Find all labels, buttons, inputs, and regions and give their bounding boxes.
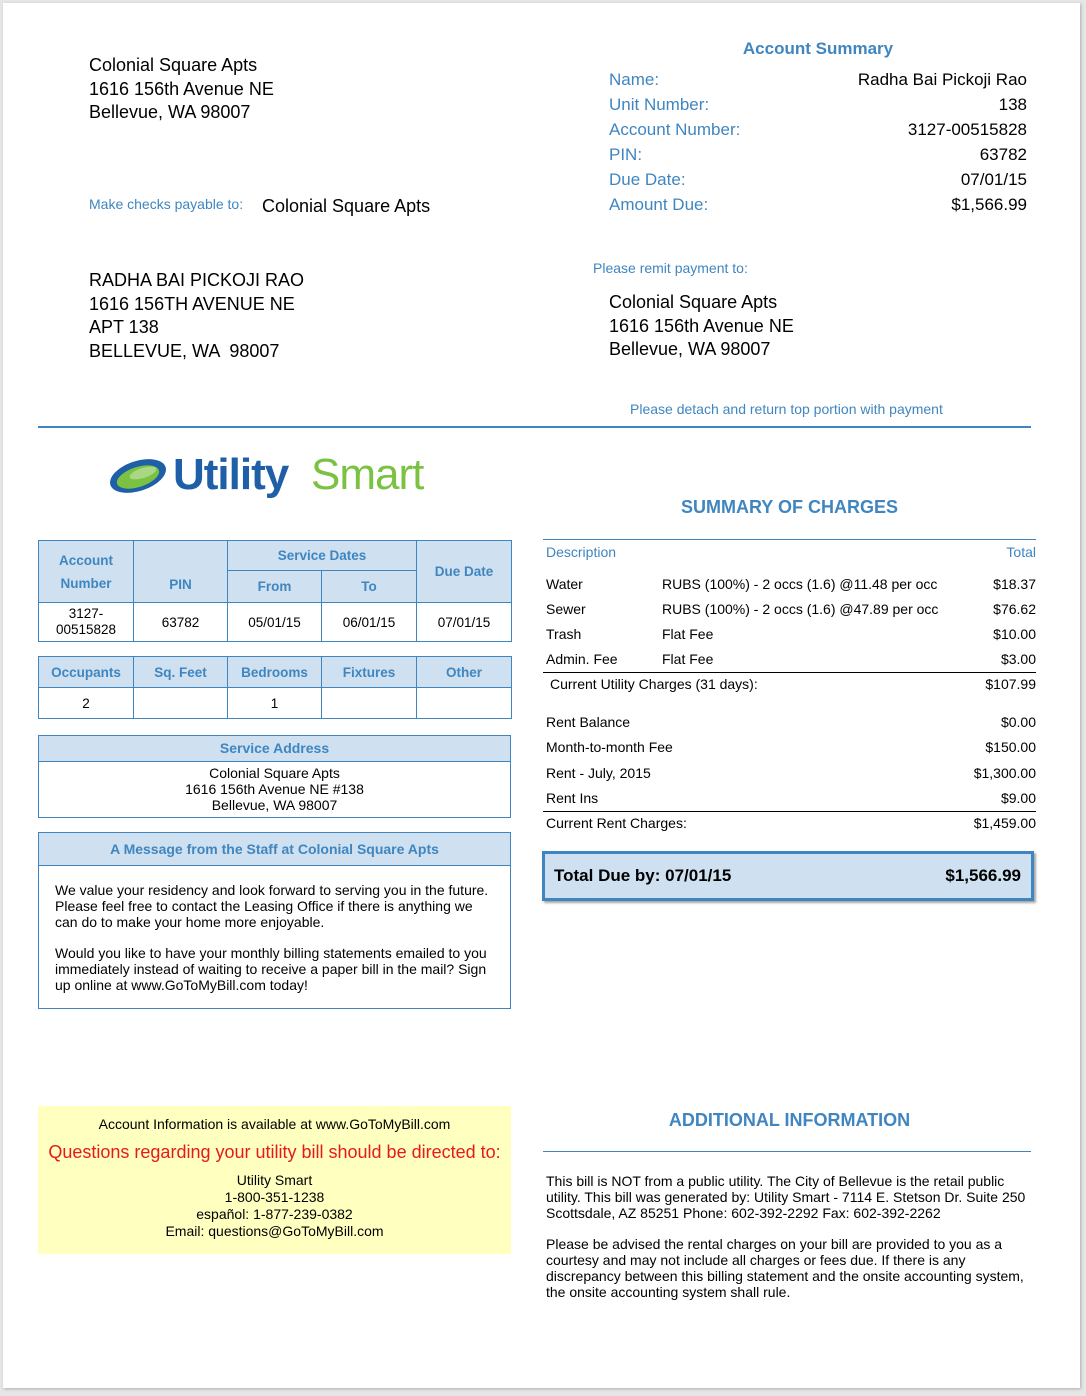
service-address-line1: Colonial Square Apts <box>209 765 340 781</box>
header-occupants: Occupants <box>39 657 134 688</box>
charge-name: Admin. Fee <box>546 651 618 667</box>
summary-row-amount <box>609 195 1027 220</box>
remit-line3: Bellevue, WA 98007 <box>609 339 771 359</box>
header-to: To <box>322 571 417 603</box>
cell-from: 05/01/15 <box>228 603 322 642</box>
rent-amount: $9.00 <box>1000 790 1036 806</box>
summary-value: 3127-00515828 <box>907 120 1027 139</box>
sender-name: Colonial Square Apts <box>89 55 258 75</box>
message-para2: Would you like to have your monthly billing statements emailed to you immediately instead of waiting to receive a paper bill in the mail? Sign up online at www.GoToMyBill.com today! <box>55 945 487 993</box>
cell-account-number: 3127-00515828 <box>39 603 134 642</box>
cell-pin: 63782 <box>134 603 228 642</box>
remit-line2: 1616 156th Avenue NE <box>609 315 794 336</box>
charge-detail: RUBS (100%) - 2 occs (1.6) @11.48 per occ <box>662 576 938 592</box>
cell-sq-feet <box>134 688 228 719</box>
header-pin: PIN <box>134 541 228 603</box>
header-sq-feet: Sq. Feet <box>134 657 228 688</box>
contact-details <box>38 1172 511 1240</box>
recipient-line4: BELLEVUE, WA 98007 <box>89 340 280 361</box>
header-due-date: Due Date <box>417 541 512 603</box>
charge-detail: Flat Fee <box>662 651 714 667</box>
service-address-title: Service Address <box>39 736 510 762</box>
rent-amount: $1,300.00 <box>973 765 1036 781</box>
charge-amount: $10.00 <box>993 626 1036 642</box>
detach-note: Please detach and return top portion with payment <box>630 401 943 417</box>
charge-row-admin-fee <box>543 647 1036 673</box>
message-title: A Message from the Staff at Colonial Square Apts <box>39 833 510 866</box>
service-address-body <box>39 762 510 813</box>
rent-row-ins <box>543 786 1036 812</box>
charges-header-description: Description <box>546 544 617 560</box>
charges-top-rule <box>543 539 1036 540</box>
total-due-label: Total Due by: 07/01/15 <box>554 866 732 885</box>
cell-other <box>417 688 512 719</box>
rent-total-label: Current Rent Charges: <box>546 815 687 831</box>
charge-row-sewer <box>543 597 1036 622</box>
rent-row-mtm-fee <box>543 735 1036 760</box>
logo-swoosh-icon <box>107 452 171 502</box>
charges-header-total: Total <box>1006 544 1036 560</box>
header-other: Other <box>417 657 512 688</box>
summary-value: $1,566.99 <box>951 195 1027 214</box>
charge-detail: RUBS (100%) - 2 occs (1.6) @47.89 per occ <box>662 601 939 617</box>
rent-name: Rent Ins <box>546 790 599 806</box>
contact-box <box>38 1106 511 1254</box>
additional-para2: Please be advised the rental charges on your bill are provided to you as a courtesy and may not include all charges or fees due. If there is any discrepancy between this billing statement and the onsite accounting system, the onsite accounting system shall rule. <box>546 1236 1024 1300</box>
charges-title: SUMMARY OF CHARGES <box>680 497 898 517</box>
rent-total-amount: $1,459.00 <box>973 815 1036 831</box>
summary-value: Radha Bai Pickoji Rao <box>857 70 1027 89</box>
sender-street: 1616 156th Avenue NE <box>89 78 274 99</box>
remit-address <box>609 291 794 362</box>
payable-label: Make checks payable to: <box>89 196 244 212</box>
charge-row-water <box>543 572 1036 597</box>
cell-occupants: 2 <box>39 688 134 719</box>
additional-rule <box>543 1151 1031 1152</box>
contact-phone: 1-800-351-1238 <box>224 1189 325 1205</box>
rent-row-rent <box>543 761 1036 786</box>
header-fixtures: Fixtures <box>322 657 417 688</box>
summary-label: Amount Due: <box>609 195 709 214</box>
detach-divider <box>38 426 1031 428</box>
charge-name: Sewer <box>546 601 586 617</box>
message-para1: We value your residency and look forward to serving you in the future. Please feel free to contact the Leasing Office if there is anything we can do to make your home more enjoyable. <box>55 882 489 930</box>
recipient-line1: RADHA BAI PICKOJI RAO <box>89 270 305 290</box>
contact-email: Email: questions@GoToMyBill.com <box>165 1223 384 1239</box>
additional-para1: This bill is NOT from a public utility. The City of Bellevue is the retail public utility. This bill was generated by: Utility Smart - 7114 E. Stetson Dr. Suite 250 Scottsdale, AZ 85251 Phone: 602-392-2292 Fax: 602-392-2262 <box>546 1173 1026 1221</box>
account-summary-title: Account Summary <box>742 39 894 58</box>
summary-row-account <box>609 120 1027 145</box>
utility-smart-logo <box>103 450 443 510</box>
header-account-number: Account Number <box>39 541 134 603</box>
sender-city: Bellevue, WA 98007 <box>89 102 251 122</box>
summary-value: 63782 <box>979 145 1027 164</box>
charge-detail: Flat Fee <box>662 626 714 642</box>
charge-amount: $3.00 <box>1000 651 1036 667</box>
charge-amount: $18.37 <box>993 576 1036 592</box>
remit-line1: Colonial Square Apts <box>609 292 778 312</box>
remit-label: Please remit payment to: <box>593 260 748 276</box>
sender-address <box>89 54 274 125</box>
rent-name: Rent Balance <box>546 714 631 730</box>
recipient-address <box>89 269 304 363</box>
total-due-value: $1,566.99 <box>945 866 1021 885</box>
summary-label: PIN: <box>609 145 643 164</box>
utility-total-row <box>543 672 1036 697</box>
total-due-box <box>542 851 1034 901</box>
contact-spanish-phone: español: 1-877-239-0382 <box>196 1206 353 1222</box>
utility-total-label: Current Utility Charges (31 days): <box>550 676 758 692</box>
recipient-line3: APT 138 <box>89 317 159 337</box>
contact-question: Questions regarding your utility bill should be directed to: <box>48 1142 501 1162</box>
charge-name: Trash <box>546 626 582 642</box>
additional-body <box>546 1173 1031 1300</box>
additional-title: ADDITIONAL INFORMATION <box>668 1110 911 1130</box>
service-address-box <box>38 735 511 818</box>
summary-row-pin <box>609 145 1027 170</box>
cell-bedrooms: 1 <box>228 688 322 719</box>
charge-amount: $76.62 <box>993 601 1036 617</box>
recipient-line2: 1616 156TH AVENUE NE <box>89 293 295 314</box>
header-service-dates: Service Dates <box>228 541 417 571</box>
rent-amount: $150.00 <box>985 739 1036 755</box>
bill-page <box>3 3 1080 1388</box>
occupancy-table <box>38 656 512 719</box>
service-address-line2: 1616 156th Avenue NE #138 <box>185 781 364 797</box>
logo-word-smart: Smart <box>311 450 424 499</box>
header-from: From <box>228 571 322 603</box>
rent-row-balance <box>543 710 1036 735</box>
contact-company: Utility Smart <box>236 1172 313 1188</box>
rent-total-row <box>543 811 1036 836</box>
summary-label: Name: <box>609 70 660 89</box>
summary-value: 07/01/15 <box>960 170 1027 189</box>
summary-row-unit <box>609 95 1027 120</box>
charge-row-trash <box>543 622 1036 647</box>
message-box <box>38 832 511 1009</box>
payable-value: Colonial Square Apts <box>262 196 431 216</box>
message-body <box>39 866 510 993</box>
utility-total-amount: $107.99 <box>985 676 1036 692</box>
cell-due: 07/01/15 <box>417 603 512 642</box>
summary-row-name <box>609 70 1027 95</box>
service-address-line3: Bellevue, WA 98007 <box>211 797 338 813</box>
account-table <box>38 540 512 642</box>
rent-amount: $0.00 <box>1000 714 1036 730</box>
contact-line1: Account Information is available at www.GoToMyBill.com <box>98 1116 451 1132</box>
cell-to: 06/01/15 <box>322 603 417 642</box>
summary-label: Unit Number: <box>609 95 710 114</box>
rent-name: Month-to-month Fee <box>546 739 673 755</box>
header-bedrooms: Bedrooms <box>228 657 322 688</box>
cell-fixtures <box>322 688 417 719</box>
summary-label: Account Number: <box>609 120 741 139</box>
charge-name: Water <box>546 576 583 592</box>
logo-word-utility: Utility <box>173 450 289 499</box>
rent-name: Rent - July, 2015 <box>546 765 651 781</box>
summary-value: 138 <box>998 95 1027 114</box>
summary-label: Due Date: <box>609 170 686 189</box>
summary-row-due <box>609 170 1027 195</box>
